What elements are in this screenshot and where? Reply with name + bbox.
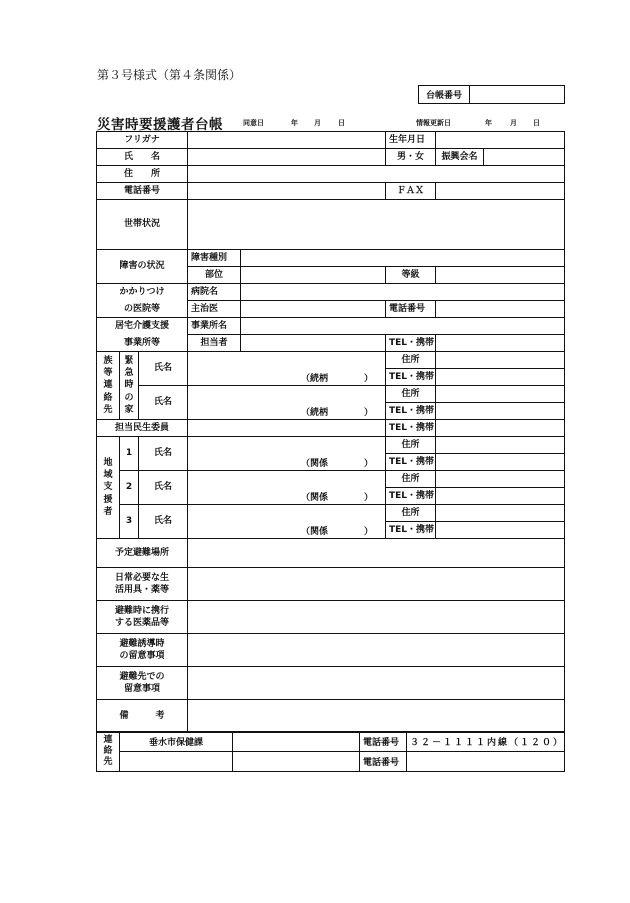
hospital-name-field[interactable] <box>241 284 565 301</box>
supporter2-name-label: 氏名 <box>139 471 188 505</box>
supporter1-name-label: 氏名 <box>139 437 188 471</box>
consent-date-label: 同意日 <box>243 119 264 127</box>
contact-label: 連絡先 <box>97 732 120 772</box>
hospital-name-label: 病院名 <box>188 284 241 301</box>
guidance-notes-field[interactable] <box>188 634 565 667</box>
grade-field[interactable] <box>436 267 565 284</box>
supporter2-address-label: 住所 <box>386 471 436 488</box>
supporter1-relation[interactable]: （関係 ） <box>188 437 386 471</box>
birthdate-field[interactable] <box>436 132 565 149</box>
care-label-2: 事業所等 <box>97 335 188 352</box>
update-day: 日 <box>533 119 540 127</box>
shelter-notes-label-2: 留意事項 <box>123 684 160 694</box>
supporter2-relation[interactable]: （関係 ） <box>188 471 386 505</box>
clinic-label-1: かかりつけ <box>97 284 188 301</box>
supporter3-address-field[interactable] <box>436 505 565 522</box>
welfare-tel-label: TEL・携帯 <box>386 420 436 437</box>
contact-person-field[interactable] <box>233 732 360 752</box>
supporter1-tel-field[interactable] <box>436 454 565 471</box>
household-label: 世帯状況 <box>97 200 188 250</box>
name-label: 氏 名 <box>97 149 188 166</box>
supporter1-tel-label: TEL・携帯 <box>386 454 436 471</box>
evac-medicine-label <box>97 601 188 634</box>
contact-phone-label-2: 電話番号 <box>360 752 407 772</box>
supporter2-number: 2 <box>120 471 139 505</box>
family1-tel-field[interactable] <box>436 369 565 386</box>
daily-needs-field[interactable] <box>188 568 565 601</box>
ledger-number-label: 台帳番号 <box>419 86 470 103</box>
update-month: 月 <box>510 119 517 127</box>
shelter-notes-field[interactable] <box>188 667 565 700</box>
contact-person-2-field[interactable] <box>233 752 360 772</box>
contact-table <box>96 731 565 772</box>
remarks-field[interactable] <box>188 700 565 733</box>
clinic-label-2: の医院等 <box>97 301 188 318</box>
name-field[interactable] <box>188 149 386 166</box>
disability-type-field[interactable] <box>241 250 565 267</box>
family2-relation[interactable]: （続柄 ） <box>188 386 386 420</box>
family-contact-label: 族等連絡先 <box>97 352 120 420</box>
family1-relation[interactable]: （続柄 ） <box>188 352 386 386</box>
ledger-number-box <box>418 85 565 104</box>
shelter-field[interactable] <box>188 539 565 568</box>
supporter3-address-label: 住所 <box>386 505 436 522</box>
doctor-phone-label: 電話番号 <box>386 301 436 318</box>
welfare-commissioner-field[interactable] <box>188 420 386 437</box>
doctor-phone-field[interactable] <box>436 301 565 318</box>
community-supporter-label: 地域支援者 <box>97 437 120 539</box>
care-label-1: 居宅介護支援 <box>97 318 188 335</box>
contact-phone-value: ３２－１１１１内線（１２０） <box>407 732 565 752</box>
shelter-notes-label-1: 避難先での <box>119 671 165 682</box>
ledger-number-field[interactable] <box>470 86 564 103</box>
family2-address-field[interactable] <box>436 386 565 403</box>
family2-tel-field[interactable] <box>436 403 565 420</box>
address-field[interactable] <box>188 166 565 183</box>
phone-field[interactable] <box>188 183 386 200</box>
contact-phone-2-field[interactable] <box>407 752 565 772</box>
fax-label: ＦＡＸ <box>386 183 436 200</box>
contact-office: 垂水市保健課 <box>120 732 233 752</box>
guidance-notes-label-1: 避難誘導時 <box>119 638 165 649</box>
fax-field[interactable] <box>436 183 565 200</box>
consent-day: 日 <box>338 119 345 127</box>
family1-address-field[interactable] <box>436 352 565 369</box>
shelter-notes-label <box>97 667 188 700</box>
contact-office-2-field[interactable] <box>120 752 233 772</box>
doctor-field[interactable] <box>241 301 386 318</box>
part-field[interactable] <box>241 267 386 284</box>
family1-tel-label: TEL・携帯 <box>386 369 436 386</box>
guidance-notes-label-2: の留意事項 <box>119 651 165 661</box>
welfare-tel-field[interactable] <box>436 420 565 437</box>
emergency-label: 緊急時の家 <box>120 352 139 420</box>
family1-address-label: 住所 <box>386 352 436 369</box>
grade-label: 等級 <box>386 267 436 284</box>
welfare-commissioner-label: 担当民生委員 <box>97 420 188 437</box>
daily-needs-label <box>97 568 188 601</box>
supporter2-address-field[interactable] <box>436 471 565 488</box>
person-in-charge-field[interactable] <box>241 335 386 352</box>
family2-tel-label: TEL・携帯 <box>386 403 436 420</box>
supporter3-name-label: 氏名 <box>139 505 188 539</box>
supporter2-tel-field[interactable] <box>436 488 565 505</box>
update-year: 年 <box>485 119 492 127</box>
birthdate-label: 生年月日 <box>386 132 436 149</box>
disability-label: 障害の状況 <box>97 250 188 284</box>
update-date-label: 情報更新日 <box>416 119 451 127</box>
page-title: 災害時要援護者台帳 <box>97 117 223 133</box>
consent-month: 月 <box>314 119 321 127</box>
daily-needs-label-2: 活用具・薬等 <box>114 585 169 595</box>
phone-label: 電話番号 <box>97 183 188 200</box>
family2-address-label: 住所 <box>386 386 436 403</box>
family2-name-label: 氏名 <box>139 386 188 420</box>
office-name-label: 事業所名 <box>188 318 241 335</box>
care-tel-field[interactable] <box>436 335 565 352</box>
contact-phone-label: 電話番号 <box>360 732 407 752</box>
remarks-label: 備 考 <box>97 700 188 733</box>
furigana-label: フリガナ <box>97 132 188 149</box>
guidance-notes-label <box>97 634 188 667</box>
care-tel-label: TEL・携帯 <box>386 335 436 352</box>
household-field[interactable] <box>188 200 565 250</box>
evac-medicine-label-2: する医薬品等 <box>114 618 169 628</box>
daily-needs-label-1: 日常必要な生 <box>114 572 169 583</box>
disability-type-label: 障害種別 <box>188 250 241 267</box>
registry-table <box>96 131 565 733</box>
form-number: 第３号様式（第４条関係） <box>97 68 242 82</box>
association-field[interactable] <box>484 149 565 166</box>
association-label: 振興会名 <box>436 149 484 166</box>
office-name-field[interactable] <box>241 318 565 335</box>
evac-medicine-label-1: 避難時に携行 <box>114 605 169 616</box>
supporter1-address-field[interactable] <box>436 437 565 454</box>
part-label: 部位 <box>188 267 241 284</box>
supporter3-relation[interactable]: （関係 ） <box>188 505 386 539</box>
supporter3-tel-field[interactable] <box>436 522 565 539</box>
person-in-charge-label: 担当者 <box>188 335 241 352</box>
shelter-label: 予定避難場所 <box>97 539 188 568</box>
address-label: 住 所 <box>97 166 188 183</box>
gender-option[interactable]: 男・女 <box>386 149 436 166</box>
family1-name-label: 氏名 <box>139 352 188 386</box>
evac-medicine-field[interactable] <box>188 601 565 634</box>
supporter3-tel-label: TEL・携帯 <box>386 522 436 539</box>
consent-year: 年 <box>291 119 298 127</box>
supporter1-address-label: 住所 <box>386 437 436 454</box>
doctor-label: 主治医 <box>188 301 241 318</box>
furigana-field[interactable] <box>188 132 386 149</box>
supporter3-number: 3 <box>120 505 139 539</box>
supporter1-number: 1 <box>120 437 139 471</box>
supporter2-tel-label: TEL・携帯 <box>386 488 436 505</box>
